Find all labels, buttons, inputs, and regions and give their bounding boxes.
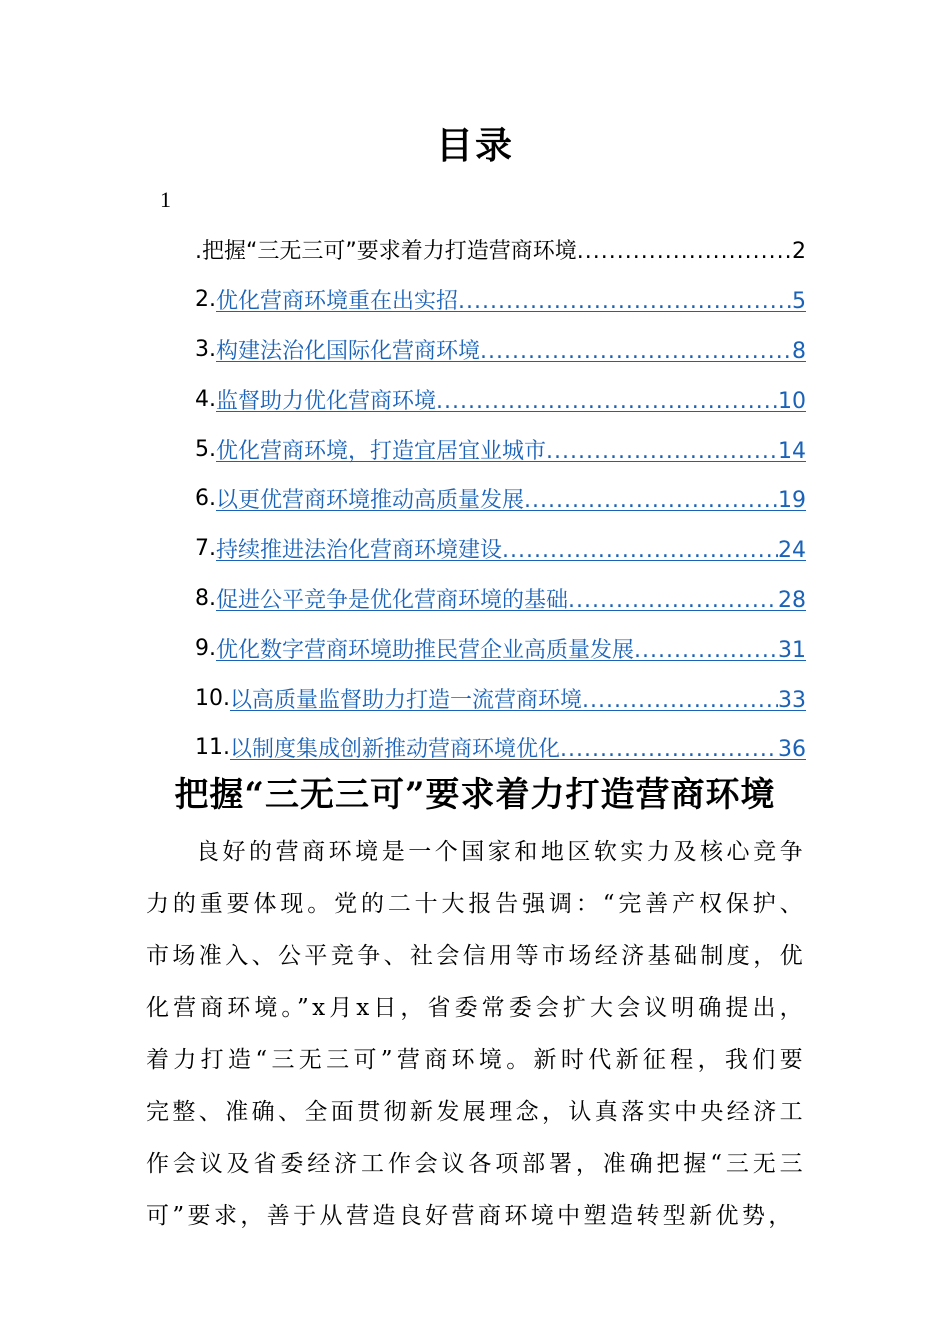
toc-item[interactable]	[195, 325, 806, 375]
toc-item[interactable]	[195, 524, 806, 574]
toc-item-number: 8.	[195, 585, 216, 611]
toc-item-number: 11.	[195, 735, 230, 761]
toc-item[interactable]	[195, 574, 806, 624]
toc-item-text: .把握“三无三可”要求着力打造营商环境	[195, 239, 577, 265]
toc-leader-dots	[634, 638, 778, 663]
toc-leader-dots	[568, 588, 778, 613]
toc-item-number: 2.	[195, 287, 216, 313]
toc-item[interactable]	[195, 374, 806, 424]
toc-item-page: 31	[778, 637, 806, 663]
toc-item-page: 33	[778, 687, 806, 713]
toc-item-link[interactable]	[216, 284, 806, 315]
toc-item-text: 优化营商环境，打造宜居宜业城市	[216, 438, 547, 464]
toc-leader-dots	[577, 239, 792, 264]
toc-leader-dots	[524, 488, 778, 513]
toc-item-text: 监督助力优化营商环境	[216, 388, 437, 414]
toc-item-text: 以更优营商环境推动高质量发展	[216, 488, 525, 514]
toc-item-link[interactable]	[230, 732, 806, 763]
toc-item[interactable]	[195, 275, 806, 325]
toc-item-link[interactable]	[216, 633, 806, 664]
toc-item-text: 以制度集成创新推动营商环境优化	[230, 737, 561, 763]
toc-item[interactable]	[195, 424, 806, 474]
toc-item-link[interactable]	[216, 334, 806, 365]
toc-item[interactable]	[195, 474, 806, 524]
toc-item-link[interactable]	[216, 434, 806, 465]
toc-item-text: 以高质量监督助力打造一流营商环境	[230, 687, 583, 713]
toc-item-number: 7.	[195, 536, 216, 562]
toc-item-text: 持续推进法治化营商环境建设	[216, 538, 503, 564]
article-paragraph: 良好的营商环境是一个国家和地区软实力及核心竞争力的重要体现。党的二十大报告强调：“完善产权保护、市场准入、公平竞争、社会信用等市场经济基础制度，优化营商环境。”x月x日，省委常委会扩大会议明确提出，着力打造“三无三可”营商环境。新时代新征程，我们要完整、准确、全面贯彻新发展理念，认真落实中央经济工作会议及省委经济工作会议各项部署，准确把握“三无三可”要求，善于从营造良好营商环境中塑造转型新优势，	[146, 839, 806, 1229]
toc-leader-dots	[546, 439, 778, 464]
toc-item-page: 2	[792, 239, 806, 265]
toc-item[interactable]	[195, 225, 806, 275]
toc-item[interactable]	[195, 673, 806, 723]
toc-item-page: 10	[778, 388, 806, 414]
toc-item-number: 6.	[195, 486, 216, 512]
toc-item-link[interactable]	[230, 683, 806, 714]
toc-item-number: 9.	[195, 635, 216, 661]
toc-item-link[interactable]	[195, 234, 806, 265]
toc-item-link[interactable]	[216, 583, 806, 614]
toc-item-number: 4.	[195, 386, 216, 412]
toc-leader-dots	[458, 289, 792, 314]
toc-leader-dots	[436, 389, 778, 414]
toc-leader-dots	[582, 688, 778, 713]
toc-item-page: 5	[792, 289, 806, 315]
toc-item-link[interactable]	[216, 533, 806, 564]
article-title: 把握“三无三可”要求着力打造营商环境	[174, 775, 776, 815]
toc-item-page: 24	[778, 538, 806, 564]
toc-item-number: 3.	[195, 336, 216, 362]
toc-title: 目录	[436, 123, 514, 167]
toc-item-text: 促进公平竞争是优化营商环境的基础	[216, 587, 569, 613]
toc-item-page: 19	[778, 488, 806, 514]
toc-item-text: 优化数字营商环境助推民营企业高质量发展	[216, 637, 635, 663]
toc-list	[195, 225, 806, 773]
toc-item-page: 8	[792, 338, 806, 364]
toc-item-number: 10.	[195, 685, 230, 711]
toc-item-text: 优化营商环境重在出实招	[216, 289, 459, 315]
toc-item-page: 36	[778, 737, 806, 763]
toc-item-number: 5.	[195, 436, 216, 462]
toc-item-link[interactable]	[216, 384, 806, 415]
toc-item-page: 14	[778, 438, 806, 464]
toc-leader-dots	[480, 339, 792, 364]
toc-leader-dots	[560, 737, 778, 762]
toc-item-text: 构建法治化国际化营商环境	[216, 338, 481, 364]
toc-item[interactable]	[195, 723, 806, 773]
toc-leader-dots	[502, 538, 778, 563]
toc-marker: 1	[160, 187, 171, 212]
toc-item-link[interactable]	[216, 483, 806, 514]
toc-item-page: 28	[778, 587, 806, 613]
toc-item[interactable]	[195, 623, 806, 673]
